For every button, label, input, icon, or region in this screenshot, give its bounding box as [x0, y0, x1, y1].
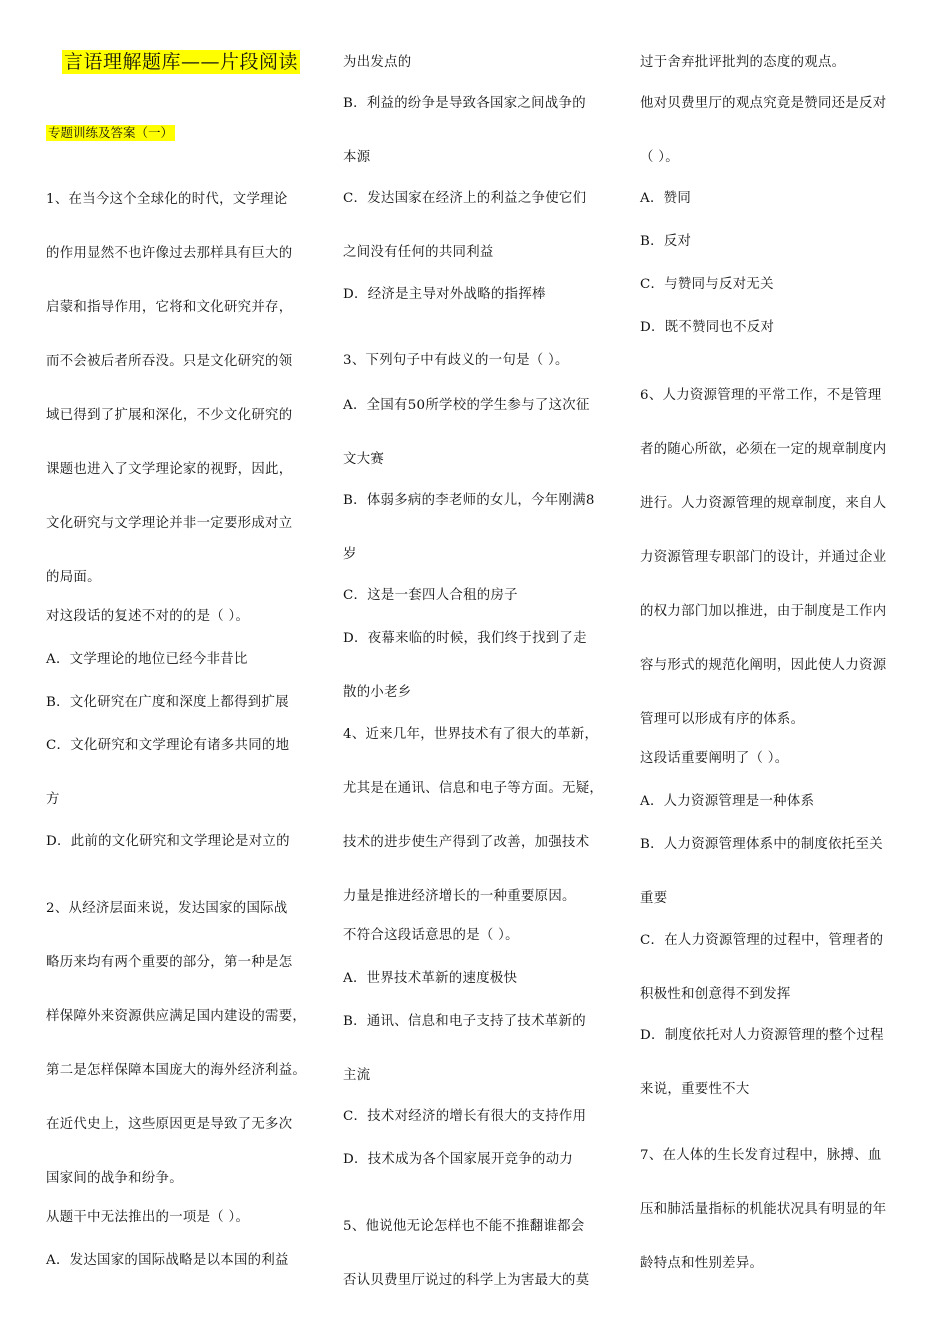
answer-option: A．文学理论的地位已经今非昔比 — [46, 652, 248, 667]
text-line: 国家间的战争和纷争。 — [46, 1171, 183, 1186]
question-prompt: 对这段话的复述不对的的是（ ）。 — [46, 609, 250, 624]
text-line: 而不会被后者所吞没。只是文化研究的领 — [46, 354, 293, 369]
text-line: 岁 — [343, 547, 357, 562]
answer-option: C．在人力资源管理的过程中，管理者的 — [640, 933, 884, 948]
text-line: 2、从经济层面来说，发达国家的国际战 — [46, 901, 288, 916]
text-line: 主流 — [343, 1068, 371, 1083]
question-prompt: 从题干中无法推出的一项是（ ）。 — [46, 1210, 250, 1225]
text-line: 尤其是在通讯、信息和电子等方面。无疑， — [343, 781, 604, 796]
question-prompt: 3、下列句子中有歧义的一句是（ ）。 — [343, 353, 569, 368]
text-line: 容与形式的规范化阐明，因此使人力资源 — [640, 658, 887, 673]
text-line: 过于舍弃批评批判的态度的观点。 — [640, 55, 846, 70]
text-line: 散的小老乡 — [343, 685, 412, 700]
answer-option: C．文化研究和文学理论有诸多共同的地 — [46, 738, 290, 753]
text-line: 本源 — [343, 150, 371, 165]
answer-option: D．经济是主导对外战略的指挥棒 — [343, 287, 546, 302]
text-line: 来说，重要性不大 — [640, 1082, 750, 1097]
text-line: 进行。人力资源管理的规章制度，来自人 — [640, 496, 887, 511]
text-line: 者的随心所欲，必须在一定的规章制度内 — [640, 442, 887, 457]
question-prompt: 这段话重要阐明了（ ）。 — [640, 751, 789, 766]
text-line: 6、人力资源管理的平常工作，不是管理 — [640, 388, 882, 403]
answer-option: A．发达国家的国际战略是以本国的利益 — [46, 1253, 289, 1268]
text-line: 4、近来几年，世界技术有了很大的革新， — [343, 727, 599, 742]
text-line: 在近代史上，这些原因更是导致了无多次 — [46, 1117, 293, 1132]
text-line: 否认贝费里厅说过的科学上为害最大的莫 — [343, 1273, 590, 1288]
section-subtitle: 专题训练及答案（一） — [48, 125, 174, 140]
question-prompt: 不符合这段话意思的是（ ）。 — [343, 928, 519, 943]
text-line: 文化研究与文学理论并非一定要形成对立 — [46, 516, 293, 531]
text-line: （ ）。 — [640, 150, 679, 165]
answer-option: D．技术成为各个国家展开竞争的动力 — [343, 1152, 574, 1167]
answer-option: A．赞同 — [640, 191, 692, 206]
answer-option: A．世界技术革新的速度极快 — [343, 971, 518, 986]
text-line: 略历来均有两个重要的部分，第一种是怎 — [46, 955, 293, 970]
text-line: 的作用显然不也许像过去那样具有巨大的 — [46, 246, 293, 261]
text-line: 方 — [46, 792, 60, 807]
answer-option: C．技术对经济的增长有很大的支持作用 — [343, 1109, 587, 1124]
answer-option: B．利益的纷争是导致各国家之间战争的 — [343, 96, 586, 111]
text-line: 重要 — [640, 891, 668, 906]
text-line: 的权力部门加以推进，由于制度是工作内 — [640, 604, 887, 619]
answer-option: D．此前的文化研究和文学理论是对立的 — [46, 834, 290, 849]
text-line: 5、他说他无论怎样也不能不推翻谁都会 — [343, 1219, 585, 1234]
text-line: 力量是推进经济增长的一种重要原因。 — [343, 889, 576, 904]
answer-option: B．反对 — [640, 234, 692, 249]
text-line: 为出发点的 — [343, 55, 412, 70]
answer-option: A．人力资源管理是一种体系 — [640, 794, 815, 809]
text-line: 文大赛 — [343, 452, 385, 467]
text-line: 课题也进入了文学理论家的视野，因此， — [46, 462, 293, 477]
text-line: 启蒙和指导作用，它将和文化研究并存， — [46, 300, 293, 315]
answer-option: B．人力资源管理体系中的制度依托至关 — [640, 837, 883, 852]
answer-option: A．全国有50所学校的学生参与了这次征 — [343, 398, 590, 413]
answer-option: C．发达国家在经济上的利益之争使它们 — [343, 191, 587, 206]
answer-option: B．通讯、信息和电子支持了技术革新的 — [343, 1014, 586, 1029]
answer-option: D．夜幕来临的时候，我们终于找到了走 — [343, 631, 587, 646]
text-line: 样保障外来资源供应满足国内建设的需要， — [46, 1009, 307, 1024]
text-line: 第二是怎样保障本国庞大的海外经济利益。 — [46, 1063, 307, 1078]
text-line: 之间没有任何的共同利益 — [343, 245, 494, 260]
answer-option: B．文化研究在广度和深度上都得到扩展 — [46, 695, 289, 710]
answer-option: D．制度依托对人力资源管理的整个过程 — [640, 1028, 884, 1043]
text-line: 的局面。 — [46, 570, 101, 585]
text-line: 1、在当今这个全球化的时代，文学理论 — [46, 192, 288, 207]
answer-option: C．与赞同与反对无关 — [640, 277, 774, 292]
text-line: 积极性和创意得不到发挥 — [640, 987, 791, 1002]
answer-option: D．既不赞同也不反对 — [640, 320, 775, 335]
text-line: 力资源管理专职部门的设计，并通过企业 — [640, 550, 887, 565]
answer-option: B．体弱多病的李老师的女儿，今年刚满8 — [343, 493, 595, 508]
text-line: 龄特点和性别差异。 — [640, 1256, 764, 1271]
page-title: 言语理解题库——片段阅读 — [64, 51, 299, 73]
text-line: 他对贝费里厅的观点究竟是赞同还是反对 — [640, 96, 887, 111]
text-line: 压和肺活量指标的机能状况具有明显的年 — [640, 1202, 887, 1217]
text-line: 域已得到了扩展和深化，不少文化研究的 — [46, 408, 293, 423]
answer-option: C．这是一套四人合租的房子 — [343, 588, 518, 603]
text-line: 技术的进步使生产得到了改善，加强技术 — [343, 835, 590, 850]
text-line: 7、在人体的生长发育过程中，脉搏、血 — [640, 1148, 882, 1163]
text-line: 管理可以形成有序的体系。 — [640, 712, 805, 727]
